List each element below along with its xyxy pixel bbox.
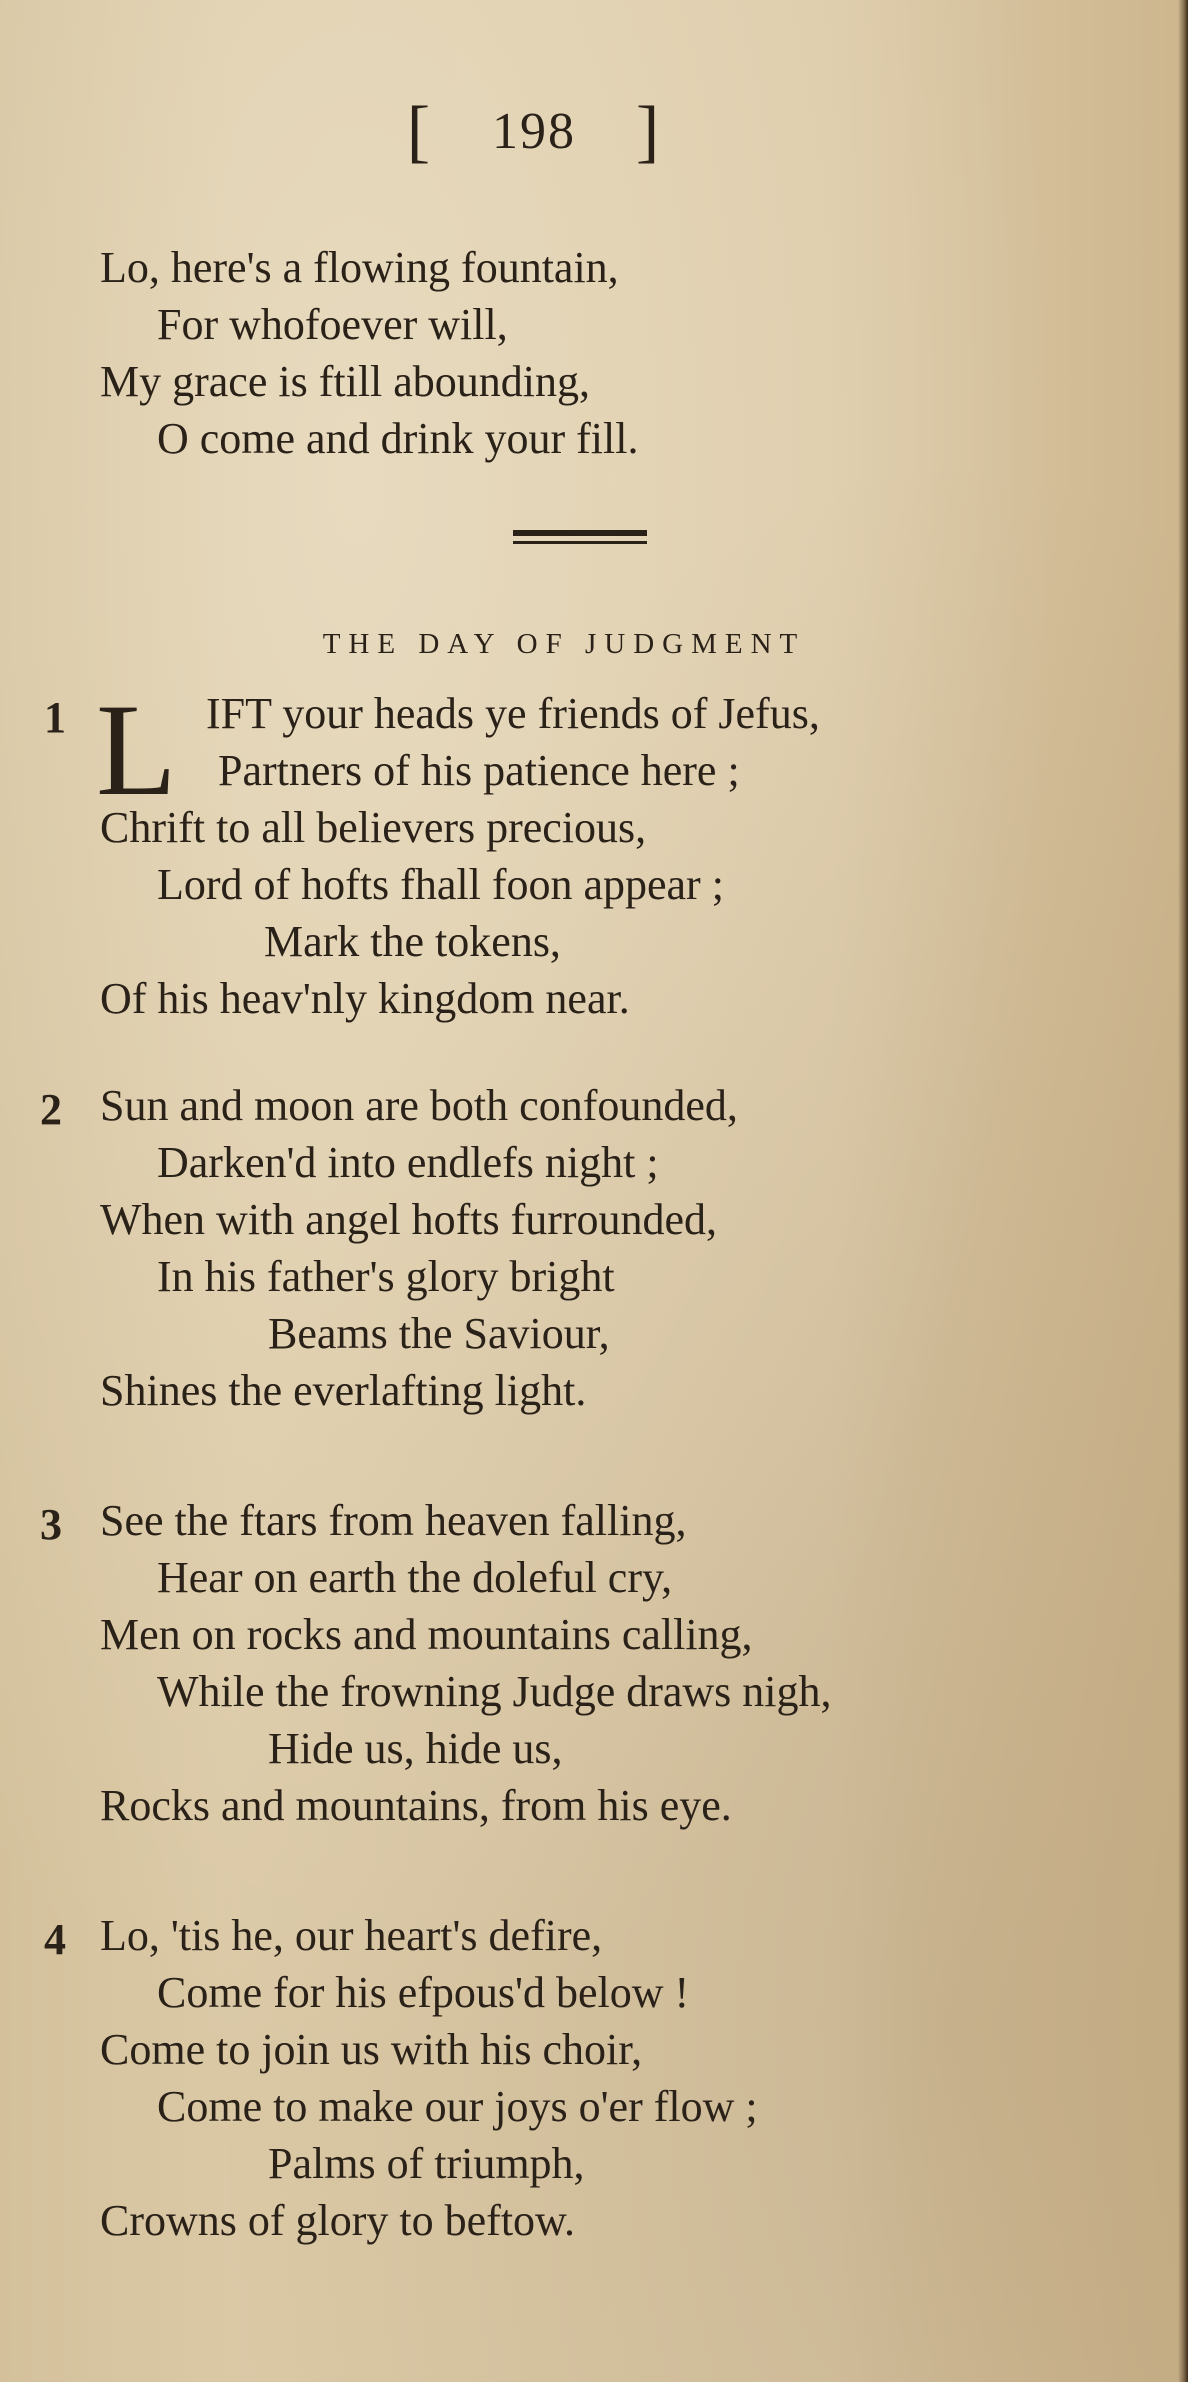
carryover-line-3: My grace is ftill abounding,: [100, 357, 591, 406]
page-number: [0, 92, 1128, 172]
verse-2-line-5: Beams the Saviour,: [268, 1309, 610, 1358]
page-edge-shadow: [1178, 0, 1188, 2382]
verse-number-3: 3: [40, 1500, 62, 1549]
verse-4-line-1: Lo, 'tis he, our heart's defire,: [100, 1911, 603, 1960]
verse-number-2: 2: [40, 1085, 62, 1134]
verse-number-1: 1: [44, 693, 66, 742]
page-number-value: 198: [492, 103, 576, 160]
verse-4-line-5: Palms of triumph,: [268, 2139, 585, 2188]
verse-2-line-1: Sun and moon are both confounded,: [100, 1081, 738, 1130]
carryover-line-1: Lo, here's a flowing fountain,: [100, 243, 619, 292]
verse-3-line-5: Hide us, hide us,: [268, 1724, 563, 1773]
verse-number-4: 4: [44, 1915, 66, 1964]
carryover-line-4: O come and drink your fill.: [157, 414, 639, 463]
verse-3-line-1: See the ftars from heaven falling,: [100, 1496, 687, 1545]
bracket-close: ]: [636, 93, 662, 170]
bracket-open: [: [406, 93, 432, 170]
hymn-title: THE DAY OF JUDGMENT: [322, 628, 806, 660]
verse-4-line-2: Come for his efpous'd below !: [157, 1968, 690, 2017]
verse-1-line-5: Mark the tokens,: [264, 917, 561, 966]
verse-4-line-3: Come to join us with his choir,: [100, 2025, 643, 2074]
verse-3-line-2: Hear on earth the doleful cry,: [157, 1553, 673, 1602]
divider-thin-rule: [513, 541, 647, 544]
drop-cap-letter: L: [96, 676, 177, 823]
verse-2-line-4: In his father's glory bright: [157, 1252, 615, 1301]
verse-2-line-3: When with angel hofts furrounded,: [100, 1195, 718, 1244]
verse-3-line-6: Rocks and mountains, from his eye.: [100, 1781, 732, 1830]
verse-1-line-4: Lord of hofts fhall foon appear ;: [157, 860, 724, 909]
verse-4-line-6: Crowns of glory to beftow.: [100, 2196, 575, 2245]
verse-3-line-3: Men on rocks and mountains calling,: [100, 1610, 753, 1659]
verse-3-line-4: While the frowning Judge draws nigh,: [157, 1667, 832, 1716]
verse-2-line-2: Darken'd into endlefs night ;: [157, 1138, 659, 1187]
verse-4-line-4: Come to make our joys o'er flow ;: [157, 2082, 758, 2131]
divider-thick-rule: [513, 530, 647, 536]
verse-2-line-6: Shines the everlafting light.: [100, 1366, 587, 1415]
verse-1-line-2: Partners of his patience here ;: [218, 746, 740, 795]
verse-1-line-1: IFT your heads ye friends of Jefus,: [206, 689, 820, 738]
carryover-line-2: For whofoever will,: [157, 300, 508, 349]
section-divider: [513, 530, 647, 546]
verse-1-line-3: Chrift to all believers precious,: [100, 803, 647, 852]
verse-1-line-6: Of his heav'nly kingdom near.: [100, 974, 630, 1023]
